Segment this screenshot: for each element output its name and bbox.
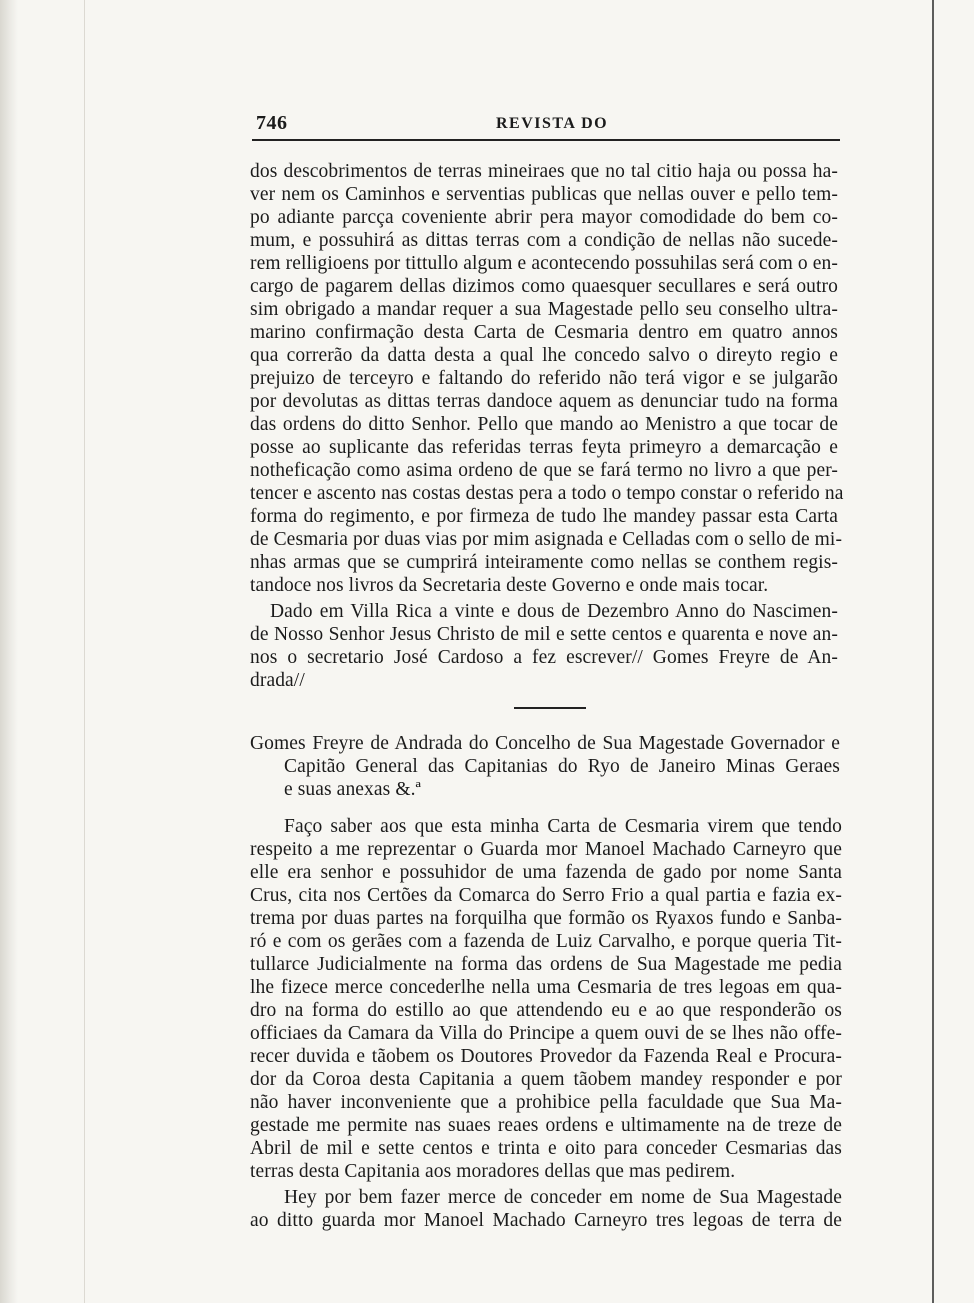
text-line: Abril de mil e sette centos e trinta e oito para conceder Cesmarias das (250, 1138, 842, 1159)
page-number: 746 (256, 112, 288, 134)
scan-margin-line (84, 0, 85, 1303)
text-line: po adiante parcça coveniente abrir pera mayor comodidade do bem co- (250, 207, 838, 228)
text-line: Crus, cita nos Certões da Comarca do Serro Frio a qual partia e fazia ex- (250, 885, 842, 906)
text-line: por devolutas as dittas terras dandoce aquem as denunciar tudo na forma (250, 391, 838, 412)
text-line: gestade me permite nas suaes reaes ordens e ultimamente na de treze de (250, 1115, 842, 1136)
text-line: tandoce nos livros da Secretaria deste Governo e onde mais tocar. (250, 575, 769, 596)
text-line: Dado em Villa Rica a vinte e dous de Dezembro Anno do Nascimen- (270, 601, 838, 622)
text-line: officiaes da Camara da Villa do Principe a quem ouvi de se lhes não offe- (250, 1023, 842, 1044)
text-line: qua correrão da datta desta a qual lhe concedo salvo o direyto regio e (250, 345, 838, 366)
text-line: prejuizo de terceyro e faltando do referido não terá vigor e se julgarão (250, 368, 838, 389)
text-line: ver nem os Caminhos e serventias publicas que nellas ouver e pello tem- (250, 184, 838, 205)
text-line: dor da Coroa desta Capitania a quem tãobem mandey responder e por (250, 1069, 842, 1090)
text-line: lhe fizece merce concederlhe nella uma Cesmaria de tres legoas em qua- (250, 977, 842, 998)
section-divider (514, 707, 586, 709)
page-left-edge-shadow (0, 0, 18, 1303)
header-rule (252, 139, 840, 141)
text-line: elle era senhor e possuhidor de uma fazenda de gado por nome Santa (250, 862, 842, 883)
text-line: nhas armas que se cumprirá inteiramente como nellas se conthem regis- (250, 552, 838, 573)
text-line: tencer e ascento nas costas destas pera a todo o tempo constar o referido na (250, 483, 844, 504)
text-line: trema por duas partes na forquilha que formão os Ryaxos fundo e Sanba- (250, 908, 842, 929)
text-line: de Cesmaria por duas vias por mim asignada e Celladas com o sello de mi- (250, 529, 843, 550)
text-line: marino confirmação desta Carta de Cesmaria dentro em quatro annos (250, 322, 838, 343)
text-line: de Nosso Senhor Jesus Christo de mil e sette centos e quarenta e nove an- (250, 624, 838, 645)
text-line: posse ao suplicante das referidas terras feyta primeyro a demarcação e (250, 437, 838, 458)
text-line: mum, e possuhirá as dittas terras com a condição de nellas não sucede- (250, 230, 838, 251)
text-line: não haver inconveniente que a prohibice pella faculdade que Sua Ma- (250, 1092, 842, 1113)
page-right-border (932, 0, 934, 1303)
text-line: recer duvida e tãobem os Doutores Provedor da Fazenda Real e Procura- (250, 1046, 842, 1067)
text-line: ao ditto guarda mor Manoel Machado Carneyro tres legoas de terra de (250, 1210, 842, 1231)
text-line: notheficação como asima ordeno de que se fará termo no livro a que per- (250, 460, 838, 481)
text-line: rem relligioens por tittullo algum e acontecendo possuhilas será com o en- (250, 253, 838, 274)
text-line: tullarce Judicialmente na forma das ordens de Sua Magestade me pedia (250, 954, 842, 975)
running-head: REVISTA DO (496, 115, 609, 132)
text-line: drada// (250, 670, 305, 691)
heading-line: e suas anexas &.ª (284, 779, 422, 800)
heading-line: Gomes Freyre de Andrada do Concelho de Sua Magestade Governador e (250, 733, 840, 754)
text-line: respeito a me reprezentar o Guarda mor Manoel Machado Carneyro que (250, 839, 842, 860)
text-line: sim obrigado a mandar requer a sua Magestade pello seu conselho ultra- (250, 299, 838, 320)
text-line: Hey por bem fazer merce de conceder em nome de Sua Magestade (284, 1187, 842, 1208)
text-line: nos o secretario José Cardoso a fez escrever// Gomes Freyre de An- (250, 647, 838, 668)
text-line: forma do regimento, e por firmeza de tudo lhe mandey passar esta Carta (250, 506, 838, 527)
heading-line: Capitão General das Capitanias do Ryo de Janeiro Minas Geraes (284, 756, 840, 777)
text-line: Faço saber aos que esta minha Carta de Cesmaria virem que tendo (284, 816, 842, 837)
text-line: das ordens do ditto Senhor. Pello que mando ao Menistro a que tocar de (250, 414, 838, 435)
text-line: terras desta Capitania aos moradores dellas que mas pedirem. (250, 1161, 736, 1182)
page-header (252, 112, 840, 136)
text-line: dro na forma do estillo ao que attendendo eu e ao que responderão os (250, 1000, 842, 1021)
text-line: ró e com os gerães com a fazenda de Luiz Carvalho, e porque queria Tit- (250, 931, 842, 952)
text-line: cargo de pagarem dellas dizimos como quaesquer secullares e será outro (250, 276, 838, 297)
text-line: dos descobrimentos de terras mineiraes que no tal citio haja ou possa ha- (250, 161, 838, 182)
